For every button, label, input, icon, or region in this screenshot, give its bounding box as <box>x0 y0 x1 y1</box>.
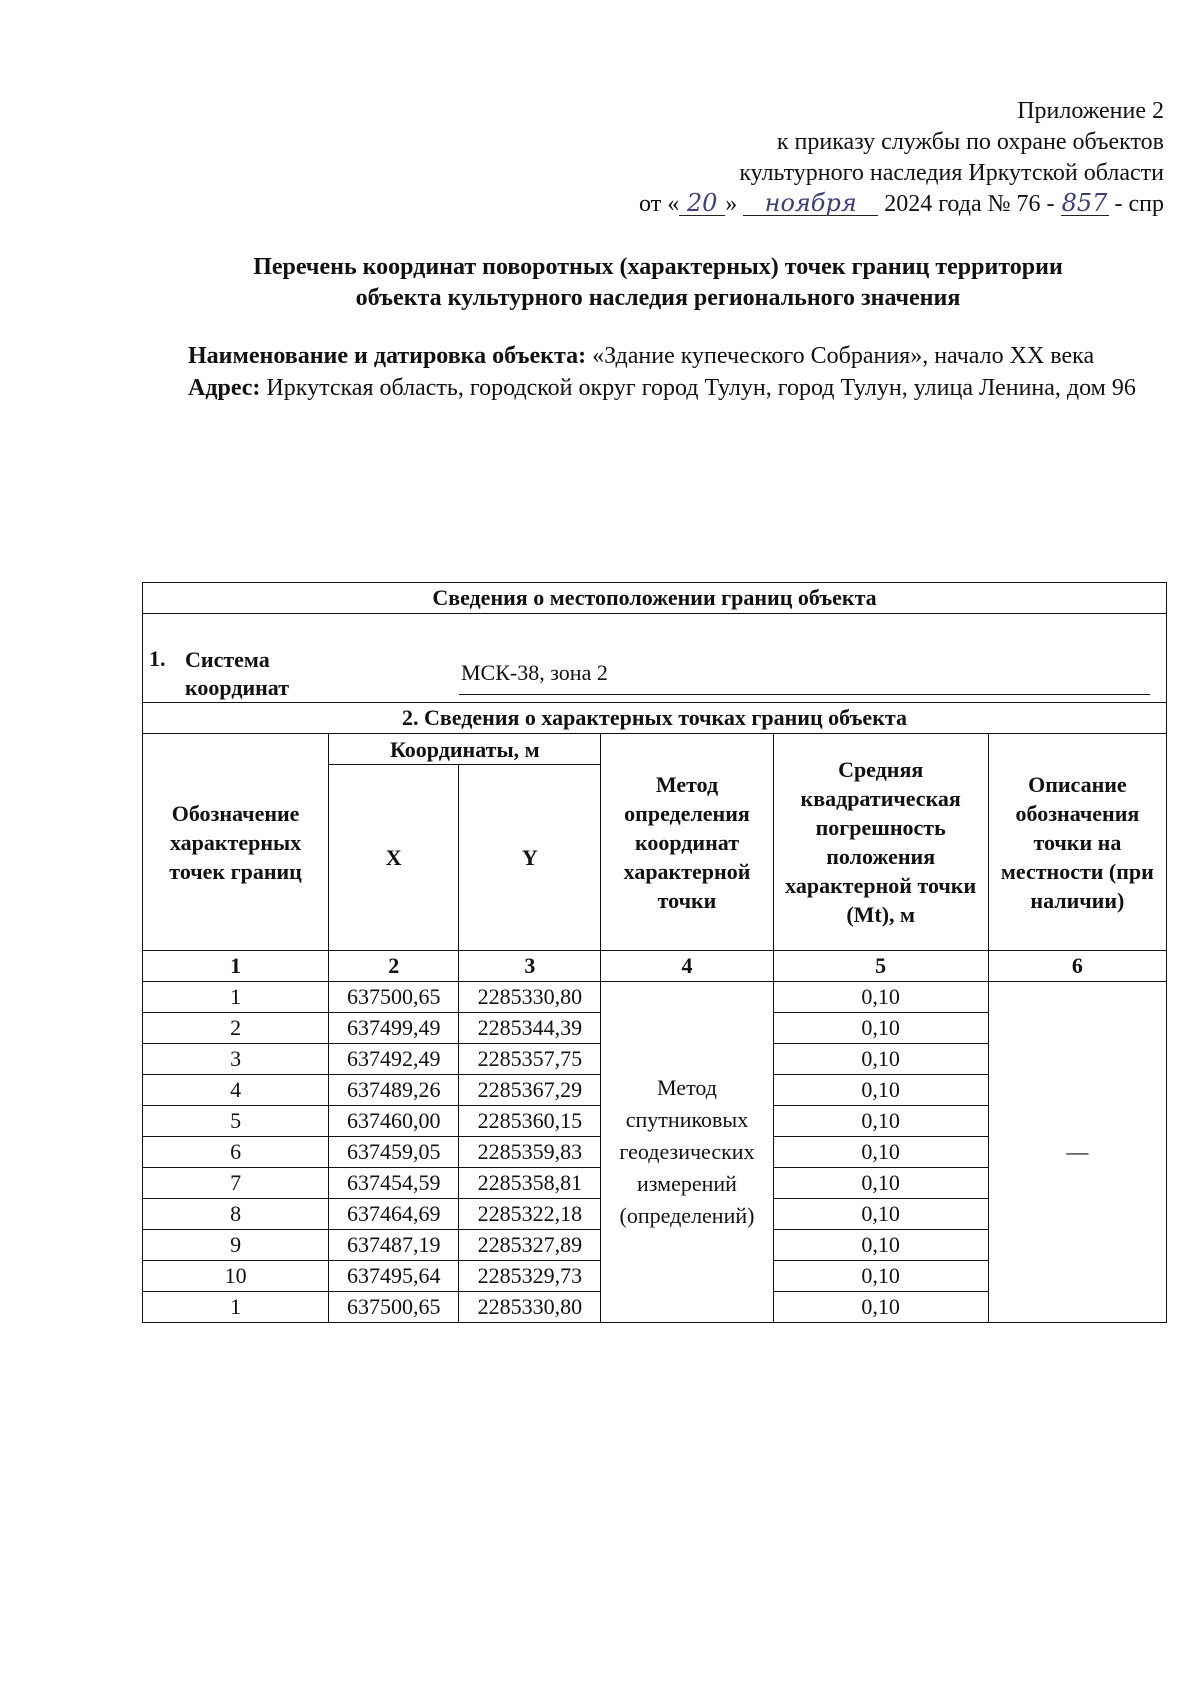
header-description: Описание обозначения точки на местности (при наличии) <box>988 734 1166 951</box>
x-cell: 637492,49 <box>329 1044 459 1075</box>
header-coords: Координаты, м <box>329 734 601 765</box>
appendix-line-2: к приказу службы по охране объектов <box>776 129 1164 155</box>
header-point: Обозначение характерных точек границ <box>143 734 329 951</box>
point-cell: 9 <box>143 1230 329 1261</box>
point-cell: 2 <box>143 1013 329 1044</box>
header-x: X <box>329 765 459 951</box>
y-cell: 2285359,83 <box>459 1137 601 1168</box>
description-cell: — <box>988 982 1166 1323</box>
object-name-paragraph <box>188 340 1166 372</box>
column-number: 4 <box>601 951 773 982</box>
system-label: Система координат <box>185 647 290 700</box>
point-cell: 10 <box>143 1261 329 1292</box>
mt-cell: 0,10 <box>773 982 988 1013</box>
x-cell: 637454,59 <box>329 1168 459 1199</box>
table-row <box>143 982 1167 1013</box>
y-cell: 2285344,39 <box>459 1013 601 1044</box>
point-cell: 1 <box>143 982 329 1013</box>
object-address-paragraph <box>188 372 1166 404</box>
x-cell: 637464,69 <box>329 1199 459 1230</box>
point-cell: 3 <box>143 1044 329 1075</box>
mt-cell: 0,10 <box>773 1044 988 1075</box>
y-cell: 2285357,75 <box>459 1044 601 1075</box>
y-cell: 2285330,80 <box>459 1292 601 1323</box>
system-number: 1. <box>149 646 166 671</box>
point-cell: 4 <box>143 1075 329 1106</box>
column-number: 3 <box>459 951 601 982</box>
method-cell: Метод спутниковых геодезических измерений (определений) <box>601 982 773 1323</box>
x-cell: 637460,00 <box>329 1106 459 1137</box>
order-suffix: - спр <box>1114 191 1164 217</box>
header-method: Метод определения координат характерной точки <box>601 734 773 951</box>
x-cell: 637500,65 <box>329 1292 459 1323</box>
mt-cell: 0,10 <box>773 1137 988 1168</box>
order-date-line <box>464 189 1164 220</box>
y-cell: 2285358,81 <box>459 1168 601 1199</box>
y-cell: 2285367,29 <box>459 1075 601 1106</box>
coordinates-table <box>142 582 1167 1323</box>
mt-cell: 0,10 <box>773 1013 988 1044</box>
mt-cell: 0,10 <box>773 1168 988 1199</box>
column-number: 5 <box>773 951 988 982</box>
x-cell: 637500,65 <box>329 982 459 1013</box>
object-name-label: Наименование и датировка объекта: <box>188 343 587 369</box>
column-number-row <box>143 951 1167 982</box>
header-error: Средняя квадратическая погрешность положения характерной точки (Mt), м <box>773 734 988 951</box>
mt-cell: 0,10 <box>773 1261 988 1292</box>
object-address-value: Иркутская область, городской округ город Тулун, город Тулун, улица Ленина, дом 96 <box>266 375 1136 401</box>
point-cell: 1 <box>143 1292 329 1323</box>
section1-title: Сведения о местоположении границ объекта <box>143 583 1167 614</box>
x-cell: 637489,26 <box>329 1075 459 1106</box>
handwritten-order-number: 857 <box>1061 189 1108 217</box>
y-cell: 2285327,89 <box>459 1230 601 1261</box>
handwritten-month: ноября <box>743 191 878 216</box>
x-cell: 637495,64 <box>329 1261 459 1292</box>
handwritten-day: 20 <box>679 191 725 216</box>
point-cell: 6 <box>143 1137 329 1168</box>
x-cell: 637487,19 <box>329 1230 459 1261</box>
object-address-label: Адрес: <box>188 375 261 401</box>
object-name-value: «Здание купеческого Собрания», начало XX века <box>592 343 1095 369</box>
point-cell: 8 <box>143 1199 329 1230</box>
appendix-line-3: культурного наследия Иркутской области <box>739 160 1164 186</box>
mt-cell: 0,10 <box>773 1199 988 1230</box>
y-cell: 2285322,18 <box>459 1199 601 1230</box>
column-number: 1 <box>143 951 329 982</box>
object-info <box>188 340 1166 404</box>
x-cell: 637499,49 <box>329 1013 459 1044</box>
mt-cell: 0,10 <box>773 1292 988 1323</box>
system-underline <box>459 694 1150 695</box>
appendix-line-1: Приложение 2 <box>1017 98 1164 124</box>
y-cell: 2285360,15 <box>459 1106 601 1137</box>
document-title <box>150 252 1166 314</box>
title-line-2: объекта культурного наследия регионального значения <box>355 285 961 311</box>
order-day-close: » <box>725 191 738 217</box>
header-y: Y <box>459 765 601 951</box>
title-line-1: Перечень координат поворотных (характерных) точек границ территории <box>253 254 1063 280</box>
mt-cell: 0,10 <box>773 1075 988 1106</box>
column-number: 6 <box>988 951 1166 982</box>
order-year-text: 2024 года № 76 - <box>884 191 1055 217</box>
column-number: 2 <box>329 951 459 982</box>
y-cell: 2285330,80 <box>459 982 601 1013</box>
section2-title: 2. Сведения о характерных точках границ объекта <box>143 703 1167 734</box>
coordinate-system-cell <box>143 614 1167 703</box>
point-cell: 5 <box>143 1106 329 1137</box>
x-cell: 637459,05 <box>329 1137 459 1168</box>
point-cell: 7 <box>143 1168 329 1199</box>
order-from-prefix: от « <box>639 191 680 217</box>
mt-cell: 0,10 <box>773 1106 988 1137</box>
y-cell: 2285329,73 <box>459 1261 601 1292</box>
system-value: МСК-38, зона 2 <box>461 660 608 685</box>
appendix-header <box>464 96 1164 220</box>
mt-cell: 0,10 <box>773 1230 988 1261</box>
